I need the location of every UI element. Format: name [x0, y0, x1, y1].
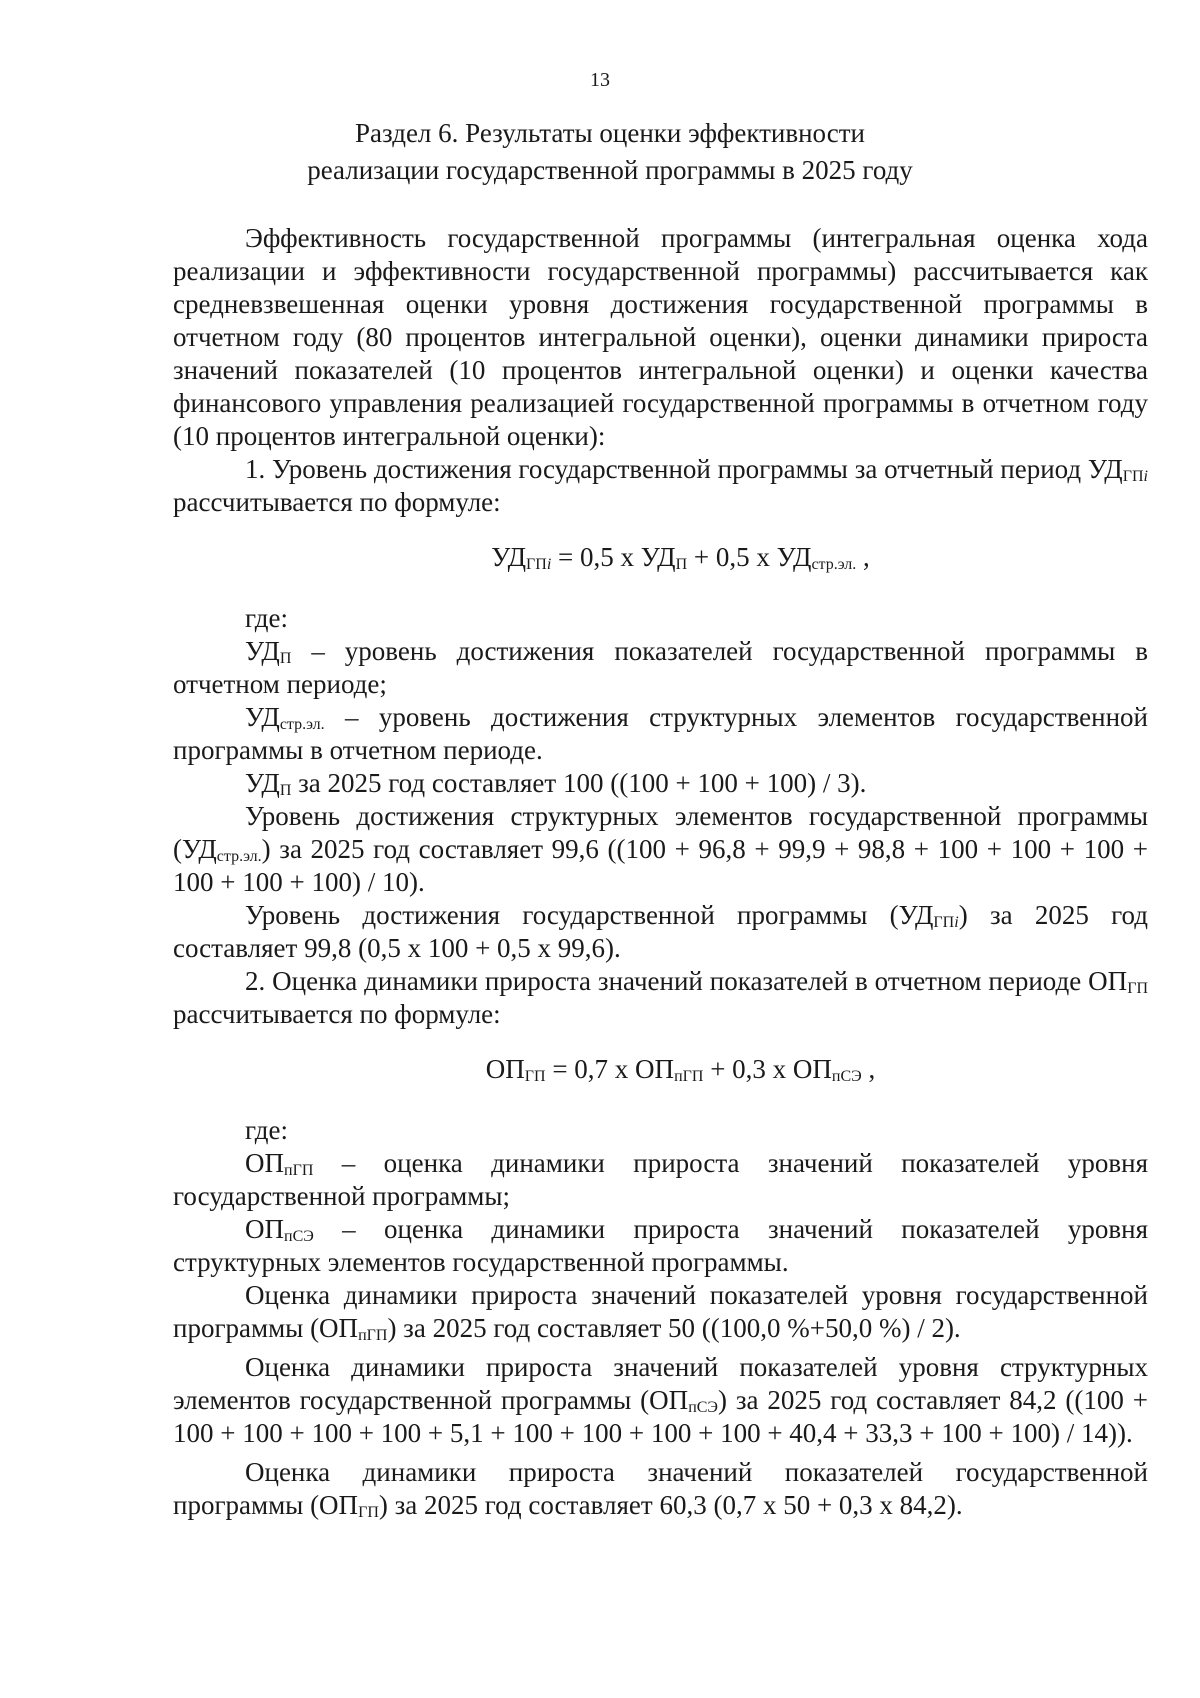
calc-ud-p: $УД_П$ за 2025 год составляет 100 ((100 + 100 + 100) / 3).: [245, 768, 867, 799]
definition-ud-p: $УД_П$ – уровень достижения показателей государственной программы в отчетном периоде;: [173, 636, 1148, 699]
calc-op-pse: Оценка динамики прироста значений показателей уровня структурных элементов государственной программы $(ОП_{пСЭ})$ за 2025 год составляет 84,2 ((100 + 100 + 100 + 100 + 100 + 5,1 + 100 + 100 + 100 + 100 + 40,4 + 33,3 + 100 + 100) / 14)).: [173, 1352, 1148, 1448]
calc-op-pgp: Оценка динамики прироста значений показателей уровня государственной программы $(ОП_{пГП})$ за 2025 год составляет 50 ((100,0 %+50,0 %) / 2).: [173, 1280, 1148, 1344]
where-label: где:: [245, 603, 288, 633]
definition-op-pgp: $ОП_{пГП}$ – оценка динамики прироста значений показателей уровня государственной программы;: [173, 1148, 1148, 1211]
page-number: 13: [590, 69, 610, 91]
item2-lead: 2. Оценка динамики прироста значений показателей в отчетном периоде $ОП_{ГП}$ рассчитывается по формуле:: [173, 966, 1148, 1029]
where-label-2: где:: [245, 1115, 288, 1145]
calc-op-gp: Оценка динамики прироста значений показателей государственной программы $(ОП_{ГП})$ за 2025 год составляет 60,3 (0,7 х 50 + 0,3 х 84,2).: [173, 1457, 1148, 1521]
item1-lead: 1. Уровень достижения государственной программы за отчетный период $УД_{ГПi}$ рассчитывается по формуле:: [173, 454, 1148, 517]
formula-ud-gp: $УД_{ГПi} = 0,5$ х $УД_П + 0,5$ х $УД_{стр.эл.}$ ,: [491, 542, 870, 573]
calc-ud-gp: Уровень достижения государственной программы $(УД_{ГПi})$ за 2025 год составляет 99,8 (0,5 х 100 + 0,5 х 99,6).: [173, 900, 1148, 963]
heading-line-2: реализации государственной программы в 2025 году: [307, 155, 913, 185]
document-body: [173, 222, 1148, 1522]
section-heading: [170, 115, 1050, 189]
heading-line-1: Раздел 6. Результаты оценки эффективности: [355, 118, 865, 148]
definition-ud-str-el: $УД_{стр.эл.}$ – уровень достижения структурных элементов государственной программы в отчетном периоде.: [173, 702, 1148, 765]
calc-ud-str-el: Уровень достижения структурных элементов государственной программы $(УД_{стр.эл.})$ за 2025 год составляет 99,6 ((100 + 96,8 + 99,9 + 98,8 + 100 + 100 + 100 + 100 + 100 + 100) / 10).: [173, 801, 1148, 897]
intro-paragraph: Эффективность государственной программы (интегральная оценка хода реализации и эффективности государственной программы) рассчитывается как средневзвешенная оценки уровня достижения государственной программы в отчетном году (80 процентов интегральной оценки), оценки динамики прироста значений показателей (10 процентов интегральной оценки) и оценки качества финансового управления реализацией государственной программы в отчетном году (10 процентов интегральной оценки):: [173, 223, 1148, 451]
definition-op-pse: $ОП_{пСЭ}$ – оценка динамики прироста значений показателей уровня структурных элементов государственной программы.: [173, 1214, 1148, 1277]
formula-op-gp: $ОП_{ГП} = 0,7$ х $ОП_{пГП} + 0,3$ х $ОП_{пСЭ}$ ,: [485, 1054, 876, 1085]
